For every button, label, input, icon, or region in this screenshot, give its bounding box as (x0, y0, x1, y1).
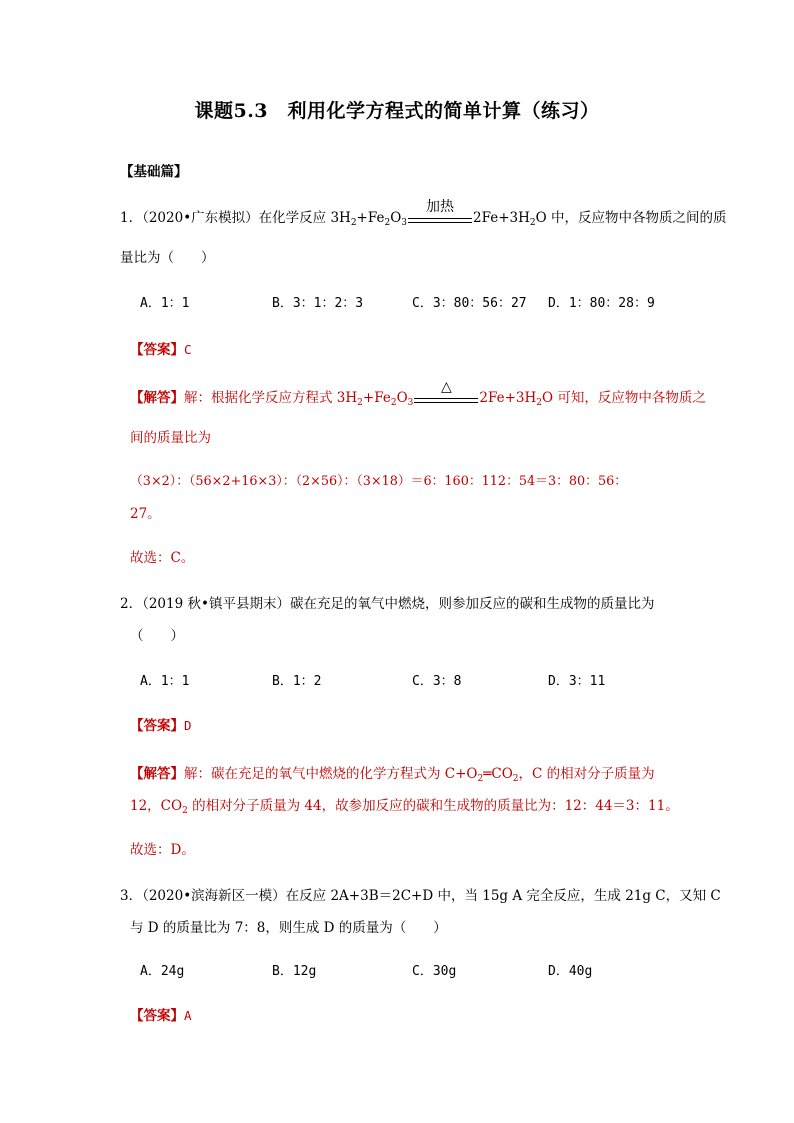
q2-choose: 故选：D。 (130, 842, 195, 858)
q1-calc-line2: 27。 (130, 506, 161, 522)
q3-answer: 【答案】A (130, 1008, 192, 1024)
q2-answer: 【答案】D (130, 718, 192, 734)
heat-triangle-arrow: △ (414, 390, 478, 404)
q3-option-c: C．30g (412, 964, 457, 979)
q3-option-a: A．24g (140, 964, 185, 979)
q2-analysis-line2: 12，$CO_2$ 的相对分子质量为 44，故参加反应的碳和生成物的质量比为：12：44＝3：11。 (130, 798, 679, 816)
q3-option-b: B．12g (272, 964, 317, 979)
q2-option-c: C．3：8 (412, 674, 462, 689)
q1-analysis-line1: 【解答】解：根据化学反应方程式 $3H_2+Fe_2O_3$ △ $2Fe+3H_2O$ 可知，反应物中各物质之 (130, 379, 706, 408)
q2-stem-line1: 2．（2019 秋•镇平县期末）碳在充足的氧气中燃烧，则参加反应的碳和生成物的质量比为 (120, 596, 655, 612)
q3-stem-line2: 与 D 的质量比为 7：8，则生成 D 的质量为（ ） (130, 920, 447, 936)
q1-option-a: A．1：1 (140, 296, 190, 311)
q1-option-c: C．3：80：56：27 (412, 296, 527, 311)
q2-stem-line2: （ ） (130, 628, 184, 644)
q1-analysis-line2: 间的质量比为 (130, 430, 211, 446)
q1-calc-line1: （3×2）：（56×2+16×3）：（2×56）：（3×18）＝6：160：112：54＝3：80：56： (130, 474, 628, 489)
page-title: 课题5.3 利用化学方程式的简单计算（练习） (194, 100, 600, 122)
q1-answer: 【答案】C (130, 342, 192, 358)
q2-analysis-line1: 【解答】解：碳在充足的氧气中燃烧的化学方程式为 $C+O_2═CO_2$，C 的相对分子质量为 (130, 766, 655, 784)
q2-option-a: A．1：1 (140, 674, 190, 689)
section-heading: 【基础篇】 (120, 164, 188, 180)
q1-stem-line1: 1．（2020•广东模拟）在化学反应 $3H_2+Fe_2O_3$ 加热 $2Fe+3H_2O$ 中，反应物中各物质之间的质 (120, 199, 727, 228)
q2-option-d: D．3：11 (548, 674, 606, 689)
q2-option-b: B．1：2 (272, 674, 322, 689)
reaction-condition-arrow: 加热 (408, 210, 472, 224)
q1-option-d: D．1：80：28：9 (548, 296, 655, 311)
q3-option-d: D．40g (548, 964, 593, 979)
q1-option-b: B．3：1：2：3 (272, 296, 364, 311)
q1-choose: 故选：C。 (130, 550, 195, 566)
q1-stem-line2: 量比为（ ） (120, 250, 215, 266)
q3-stem-line1: 3．（2020•滨海新区一模）在反应 2A+3B＝2C+D 中，当 15g A 完全反应，生成 21g C，又知 C (120, 888, 721, 904)
